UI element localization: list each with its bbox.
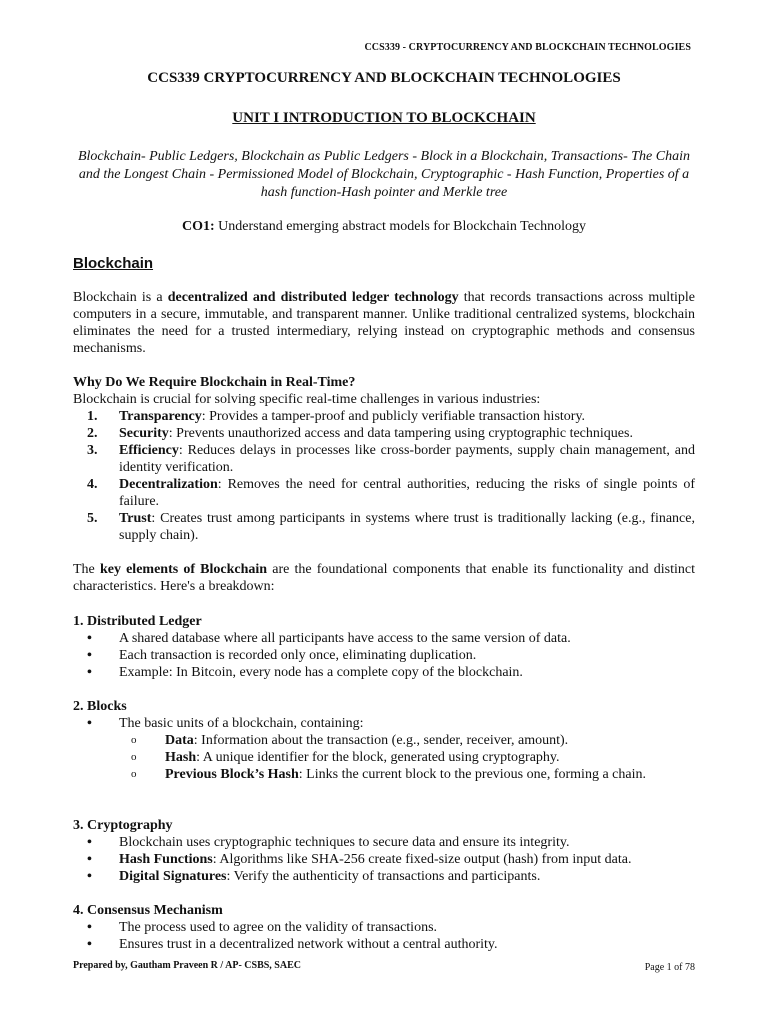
key-elements-paragraph — [73, 561, 695, 595]
sub-list-desc: : A unique identifier for the block, generated using cryptography. — [196, 750, 560, 765]
list-number: 1. — [87, 409, 98, 424]
blocks-list — [73, 715, 695, 783]
list-item-text — [119, 510, 695, 544]
course-outcome-text: Understand emerging abstract models for Blockchain Technology — [214, 219, 587, 234]
bullet-icon: • — [87, 852, 92, 867]
list-item-text: A shared database where all participants have access to the same version of data. — [119, 631, 571, 646]
list-item — [73, 715, 695, 732]
section-heading: Blockchain — [73, 255, 154, 272]
key-text-before: The — [73, 562, 100, 577]
list-item — [73, 630, 695, 647]
unit-topics: Blockchain- Public Ledgers, Blockchain as Public Ledgers - Block in a Blockchain, Transactions- The Chain and the Longest Chain - Permissioned Model of Blockchain, Cryptographic - Hash Function, Properties of a hash function-Hash pointer and Merkle tree — [77, 149, 690, 200]
list-item — [73, 851, 695, 868]
bullet-icon: • — [87, 716, 92, 731]
list-item — [73, 476, 695, 510]
bullet-icon: • — [87, 835, 92, 850]
list-term: Hash Functions — [119, 852, 213, 867]
list-item-text — [119, 442, 695, 476]
list-number: 2. — [87, 426, 98, 441]
list-item-text — [119, 851, 695, 868]
sub-list-desc: : Information about the transaction (e.g., sender, receiver, amount). — [193, 733, 569, 748]
list-term: Transparency — [119, 409, 202, 424]
list-desc: : Creates trust among participants in systems where trust is traditionally lacking (e.g., finance, supply chain). — [119, 511, 695, 543]
list-number: 3. — [87, 443, 98, 458]
cryptography-list — [73, 834, 695, 885]
key-text-after: are the foundational components that enable its functionality and distinct characteristics. Here's a breakdown: — [73, 562, 696, 594]
list-item-text: Example: In Bitcoin, every node has a complete copy of the blockchain. — [119, 665, 523, 680]
list-item — [73, 647, 695, 664]
sub-list-term: Previous Block’s Hash — [165, 767, 299, 782]
list-term: Decentralization — [119, 477, 218, 492]
subheading-consensus: 4. Consensus Mechanism — [73, 903, 223, 918]
bullet-icon: • — [87, 648, 92, 663]
list-desc: : Prevents unauthorized access and data tampering using cryptographic techniques. — [168, 426, 633, 441]
bullet-icon: • — [87, 937, 92, 952]
list-item-text: Ensures trust in a decentralized network without a central authority. — [119, 937, 498, 952]
list-item-text — [119, 476, 695, 510]
list-desc: : Algorithms like SHA-256 create fixed-size output (hash) from input data. — [212, 852, 632, 867]
circle-bullet-icon: o — [131, 751, 137, 763]
bullet-icon: • — [87, 631, 92, 646]
bullet-icon: • — [87, 869, 92, 884]
sub-list-item — [73, 766, 695, 783]
sub-list-item — [73, 749, 695, 766]
list-item-text: The basic units of a blockchain, containing: — [119, 716, 364, 731]
key-bold-term: key elements of Blockchain — [99, 562, 268, 577]
circle-bullet-icon: o — [131, 768, 137, 780]
list-term: Efficiency — [119, 443, 179, 458]
sub-list-item-text — [165, 766, 695, 783]
sub-list-item-text — [165, 732, 695, 749]
list-term: Security — [119, 426, 169, 441]
sub-list-desc: : Links the current block to the previous one, forming a chain. — [298, 767, 646, 782]
footer-prepared-by: Prepared by, Gautham Praveen R / AP- CSBS, SAEC — [73, 960, 301, 971]
consensus-list — [73, 919, 695, 953]
list-item-text — [119, 408, 695, 425]
list-desc: : Removes the need for central authorities, reducing the risks of single points of failure. — [119, 477, 695, 509]
intro-text-after: that records transactions across multiple computers in a secure, immutable, and transparent manner. Unlike traditional centralized systems, blockchain eliminates the need for a trusted intermediary, relying instead on cryptographic methods and consensus mechanisms. — [73, 290, 695, 356]
list-item — [73, 919, 695, 936]
list-term: Digital Signatures — [119, 869, 227, 884]
list-number: 5. — [87, 511, 98, 526]
list-item — [73, 442, 695, 476]
circle-bullet-icon: o — [131, 734, 137, 746]
running-header: CCS339 - CRYPTOCURRENCY AND BLOCKCHAIN TECHNOLOGIES — [364, 42, 691, 53]
list-item — [73, 936, 695, 953]
why-numbered-list — [73, 408, 695, 544]
bullet-icon: • — [87, 665, 92, 680]
list-item — [73, 510, 695, 544]
list-item — [73, 425, 695, 442]
list-item — [73, 834, 695, 851]
list-item — [73, 408, 695, 425]
list-desc: : Provides a tamper-proof and publicly verifiable transaction history. — [201, 409, 586, 424]
list-item-text — [119, 868, 695, 885]
list-item-text: The process used to agree on the validity of transactions. — [119, 920, 438, 935]
intro-bold-term: decentralized and distributed ledger technology — [167, 290, 459, 305]
list-term: Trust — [119, 511, 152, 526]
why-intro: Blockchain is crucial for solving specific real-time challenges in various industries: — [73, 392, 541, 407]
sub-list-item — [73, 732, 695, 749]
list-item-text: Blockchain uses cryptographic techniques to secure data and ensure its integrity. — [119, 835, 570, 850]
intro-paragraph — [73, 289, 695, 357]
page-number: Page 1 of 78 — [644, 962, 695, 973]
subheading-cryptography: 3. Cryptography — [73, 818, 173, 833]
course-outcome-label: CO1: — [181, 219, 215, 234]
list-item-text: Each transaction is recorded only once, eliminating duplication. — [119, 648, 477, 663]
list-number: 4. — [87, 477, 98, 492]
sub-list-term: Hash — [165, 750, 197, 765]
distributed-ledger-list — [73, 630, 695, 681]
intro-text-before: Blockchain is a — [73, 290, 168, 305]
list-item — [73, 664, 695, 681]
list-item-text — [119, 425, 695, 442]
course-outcome — [0, 219, 768, 235]
subheading-distributed-ledger: 1. Distributed Ledger — [73, 614, 202, 629]
list-desc: : Reduces delays in processes like cross-border payments, supply chain management, and identity verification. — [119, 443, 695, 475]
bullet-icon: • — [87, 920, 92, 935]
sub-list-item-text — [165, 749, 695, 766]
list-item — [73, 868, 695, 885]
list-desc: : Verify the authenticity of transactions and participants. — [226, 869, 541, 884]
course-title: CCS339 CRYPTOCURRENCY AND BLOCKCHAIN TECHNOLOGIES — [147, 70, 621, 86]
unit-title: UNIT I INTRODUCTION TO BLOCKCHAIN — [232, 110, 536, 126]
why-heading: Why Do We Require Blockchain in Real-Time? — [73, 375, 356, 390]
subheading-blocks: 2. Blocks — [73, 699, 127, 714]
sub-list-term: Data — [165, 733, 194, 748]
